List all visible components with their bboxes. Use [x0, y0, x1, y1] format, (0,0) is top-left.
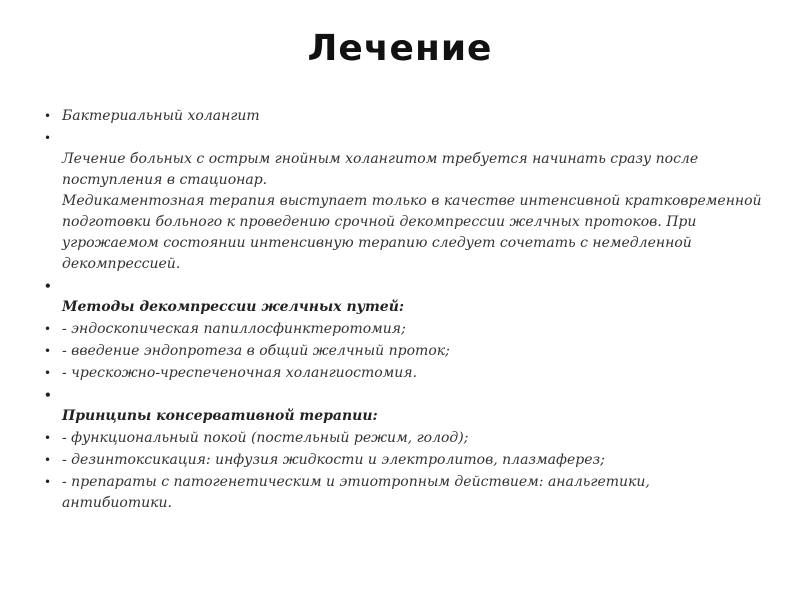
- bullet-method-1: • - эндоскопическая папиллосфинктеротомия;: [44, 319, 764, 340]
- bullet-conservative-therapy-heading: • Принципы консервативной терапии:: [44, 385, 764, 427]
- bullet-principle-3: • - препараты с патогенетическим и этиотропным действием: анальгетики, антибиотики.: [44, 472, 764, 514]
- bullet-decompression-methods-heading: • Методы декомпрессии желчных путей:: [44, 276, 764, 318]
- bullet-treatment-description: [44, 128, 764, 275]
- bullet-method-2: • - введение эндопротеза в общий желчный проток;: [44, 341, 764, 362]
- slide-title: Лечение: [307, 28, 493, 69]
- treatment-paragraph-1: • Лечение больных с острым гнойным холангитом требуется начинать сразу после поступления в стационар.: [62, 151, 699, 188]
- bullet-bacterial-cholangitis-heading: • Бактериальный холангит: [44, 106, 764, 127]
- bullet-method-3: • - чрескожно-чреспеченочная холангиостомия.: [44, 363, 764, 384]
- bullet-principle-1: • - функциональный покой (постельный режим, голод);: [44, 428, 764, 449]
- content-bullet-list: [44, 106, 764, 515]
- treatment-paragraph-2: Медикаментозная терапия выступает только в качестве интенсивной кратковременной подготовки больного к проведению срочной декомпрессии желчных протоков. При угрожаемом состоянии интенсивную терапию следует сочетать с немедленной декомпрессией.: [62, 193, 762, 272]
- bullet-principle-2: • - дезинтоксикация: инфузия жидкости и электролитов, плазмаферез;: [44, 450, 764, 471]
